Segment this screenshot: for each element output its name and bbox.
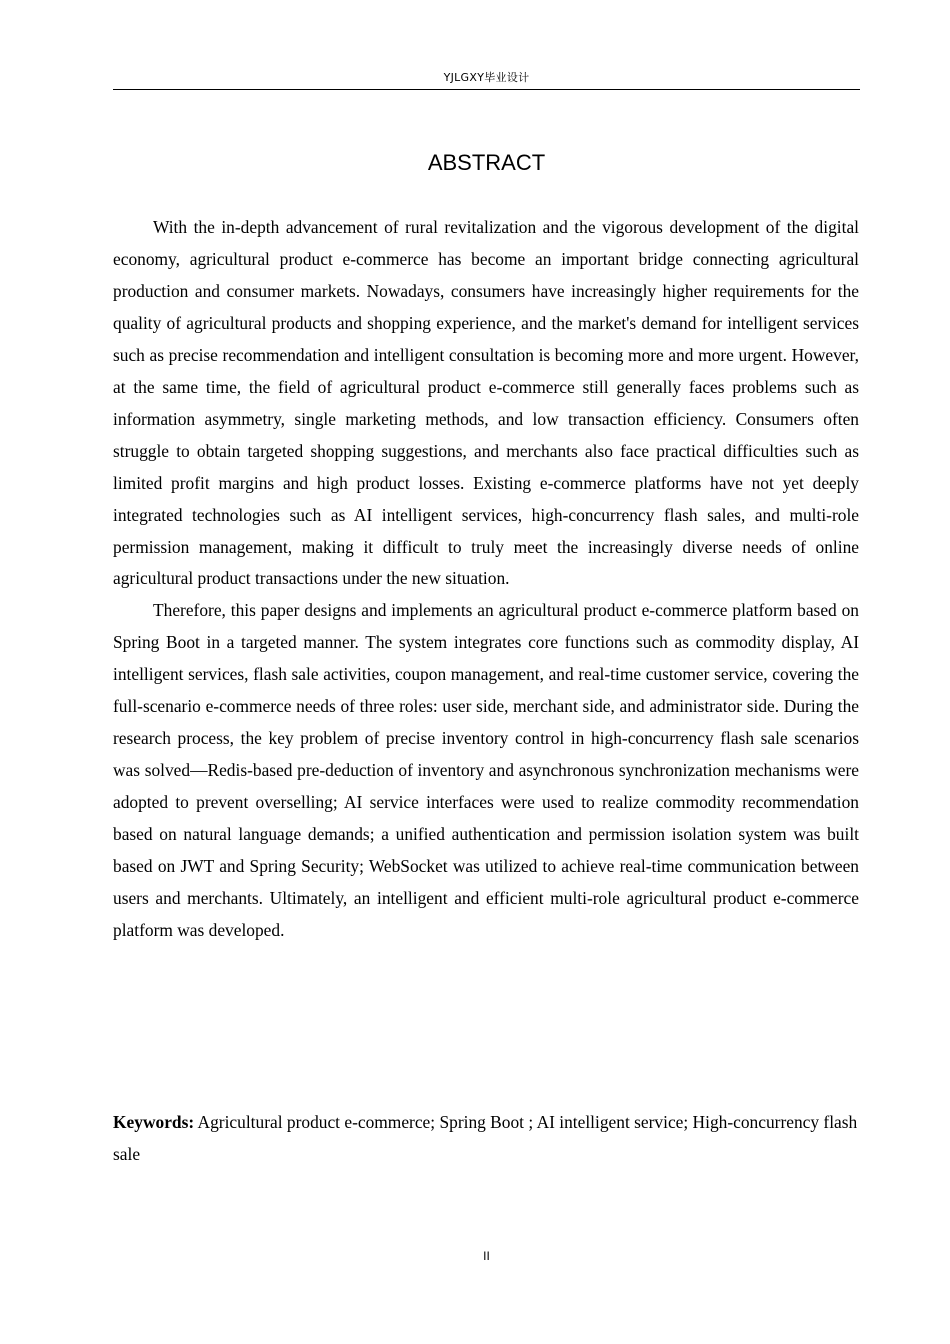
keywords-line [113,1106,859,1170]
keywords-text: Agricultural product e-commerce; Spring Boot ; AI intelligent service; High-concurrency flash sale [113,1112,858,1164]
abstract-paragraph-1: With the in-depth advancement of rural revitalization and the vigorous development of the digital economy, agricultural product e-commerce has become an important bridge connecting agricultural production and consumer markets. Nowadays, consumers have increasingly higher requirements for the quality of agricultural products and shopping experience, and the market's demand for intelligent services such as precise recommendation and intelligent consultation is becoming more and more urgent. However, at the same time, the field of agricultural product e-commerce still generally faces problems such as information asymmetry, single marketing methods, and low transaction efficiency. Consumers often struggle to obtain targeted shopping suggestions, and merchants also face practical difficulties such as limited profit margins and high product losses. Existing e-commerce platforms have not yet deeply integrated technologies such as AI intelligent services, high-concurrency flash sales, and multi-role permission management, making it difficult to truly meet the increasingly diverse needs of online agricultural product transactions under the new situation. [113,217,859,589]
abstract-paragraph-2: Therefore, this paper designs and implements an agricultural product e-commerce platform based on Spring Boot in a targeted manner. The system integrates core functions such as commodity display, AI intelligent services, flash sale activities, coupon management, and real-time customer service, covering the full-scenario e-commerce needs of three roles: user side, merchant side, and administrator side. During the research process, the key problem of precise inventory control in high-concurrency flash sale scenarios was solved—Redis-based pre-deduction of inventory and asynchronous synchronization mechanisms were adopted to prevent overselling; AI service interfaces were used to realize commodity recommendation based on natural language demands; a unified authentication and permission isolation system was built based on JWT and Spring Security; WebSocket was utilized to achieve real-time communication between users and merchants. Ultimately, an intelligent and efficient multi-role agricultural product e-commerce platform was developed. [113,600,859,940]
page-number: II [483,1249,490,1263]
page-header: YJLGXY毕业设计 [113,70,860,90]
keywords-label: Keywords: [113,1112,195,1132]
abstract-body [113,212,859,947]
abstract-title: ABSTRACT [427,150,546,175]
